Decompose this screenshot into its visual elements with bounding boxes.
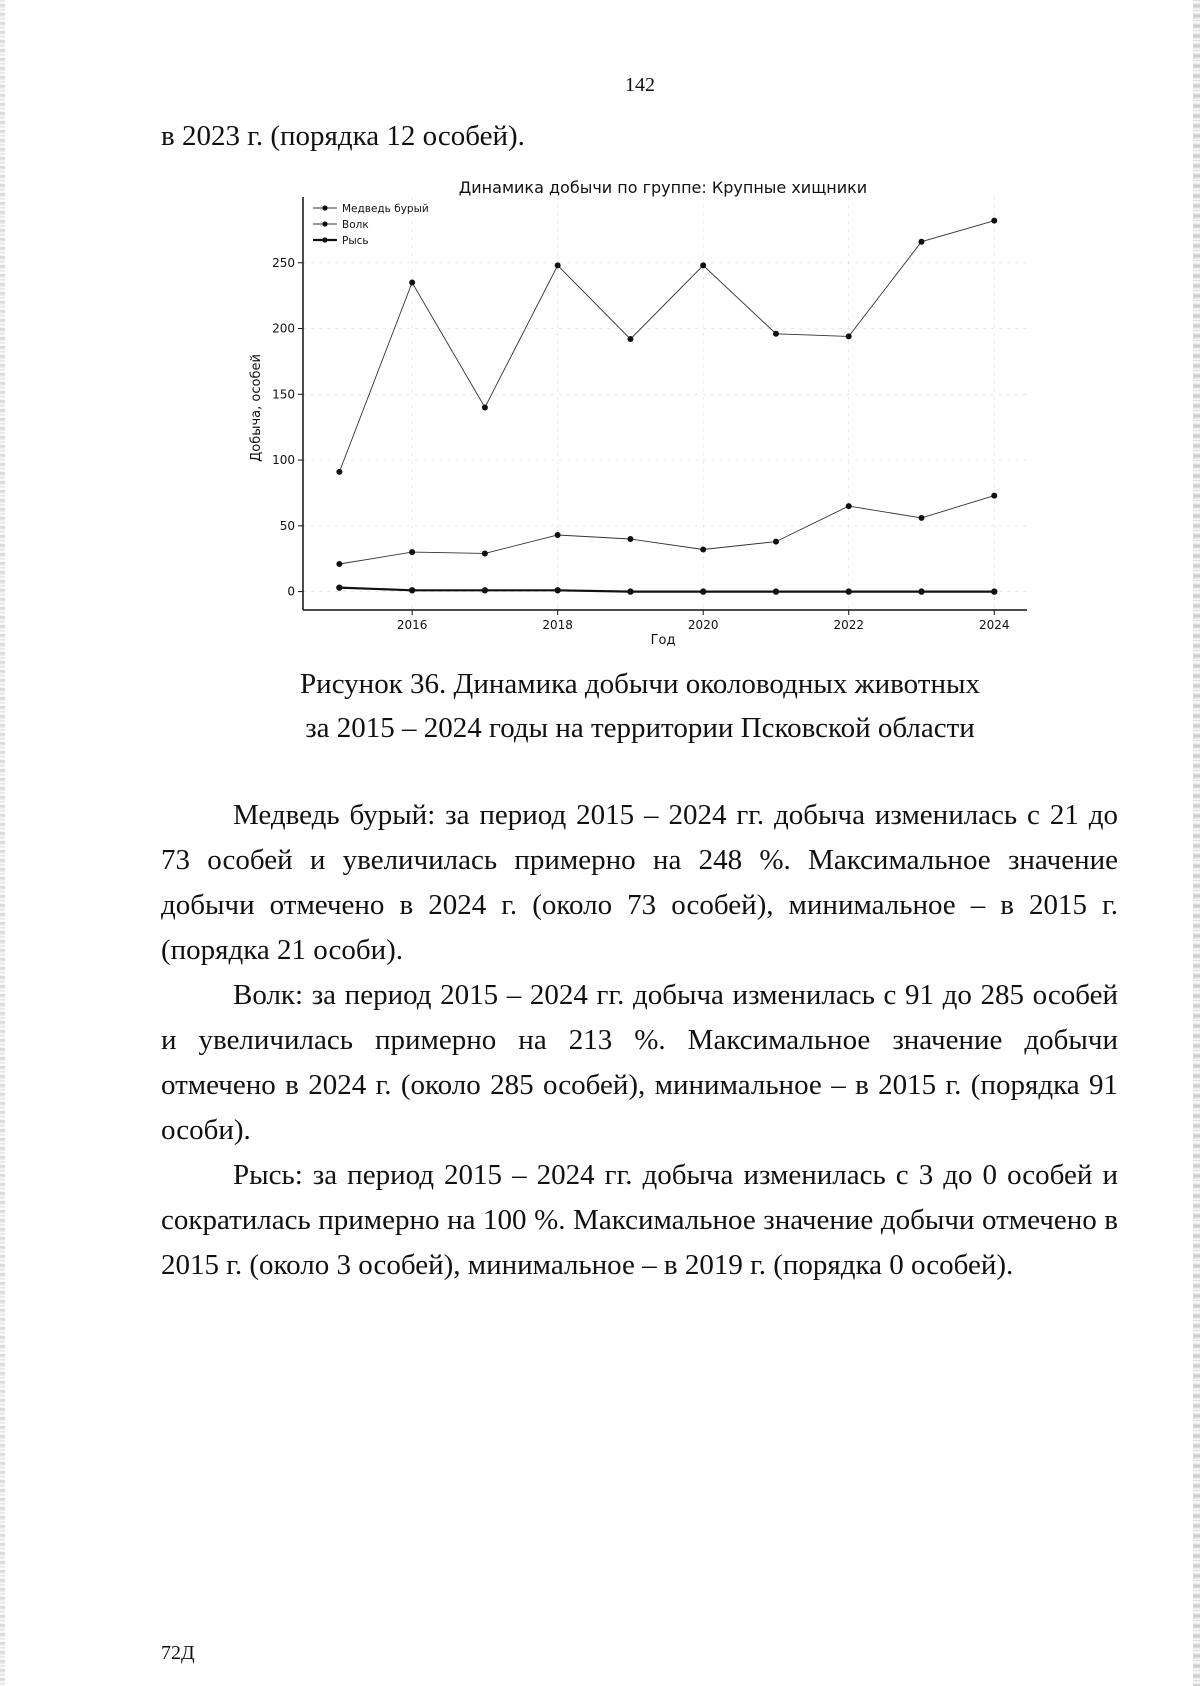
data-point-wolf — [482, 550, 488, 556]
data-point-lynx — [336, 584, 342, 590]
series-line-wolf — [339, 496, 994, 564]
x-tick-label: 2016 — [396, 618, 428, 632]
chart-series — [336, 218, 997, 595]
legend-marker-brown-bear — [322, 205, 327, 210]
data-point-lynx — [627, 588, 633, 594]
data-point-lynx — [409, 587, 415, 593]
chart-title: Динамика добычи по группе: Крупные хищники — [458, 178, 868, 197]
data-point-wolf — [991, 493, 997, 499]
x-tick-label: 2020 — [687, 618, 719, 632]
y-tick-label: 200 — [272, 321, 295, 336]
data-point-brown-bear — [918, 239, 924, 245]
data-point-wolf — [918, 515, 924, 521]
data-point-lynx — [918, 588, 924, 594]
data-point-wolf — [555, 532, 561, 538]
y-tick-label: 0 — [287, 584, 295, 599]
x-tick-label: 2022 — [833, 618, 865, 632]
legend-label-lynx: Рысь — [342, 235, 369, 247]
data-point-lynx — [773, 588, 779, 594]
x-tick-label: 2024 — [978, 618, 1010, 632]
y-axis-label: Добыча, особей — [249, 354, 264, 462]
data-point-brown-bear — [336, 469, 342, 475]
paragraph-brown-bear: Медведь бурый: за период 2015 – 2024 гг. добыча изменилась с 21 до 73 особей и увеличилась примерно на 248 %. Максимальное значение добычи отмечено в 2024 г. (около 73 особей), минимальное – в 2015 г. (порядка 21 особи). — [161, 799, 1118, 966]
y-tick-label: 150 — [272, 387, 295, 402]
harvest-line-chart — [230, 170, 1050, 650]
paragraph-continuation: в 2023 г. (порядка 12 особей). — [161, 120, 525, 152]
data-point-wolf — [846, 503, 852, 509]
data-point-brown-bear — [846, 333, 852, 339]
data-point-wolf — [409, 549, 415, 555]
scan-edge-right — [1193, 0, 1200, 1686]
data-point-brown-bear — [555, 262, 561, 268]
paragraph-lynx: Рысь: за период 2015 – 2024 гг. добыча изменилась с 3 до 0 особей и сократилась примерно на 100 %. Максимальное значение добычи отмечено в 2015 г. (около 3 особей), минимальное – в 2019 г. (порядка 0 особей). — [161, 1159, 1118, 1281]
chart-grid — [303, 197, 1027, 610]
data-point-lynx — [846, 588, 852, 594]
y-tick-label: 250 — [272, 255, 295, 270]
series-brown-bear — [336, 218, 997, 475]
footer-code: 72Д — [161, 1642, 195, 1664]
body-text — [161, 793, 1118, 1288]
axis-ticks — [272, 256, 1009, 632]
series-line-brown-bear — [339, 221, 994, 472]
data-point-brown-bear — [627, 336, 633, 342]
data-point-wolf — [773, 539, 779, 545]
legend-label-wolf: Волк — [342, 219, 369, 231]
data-point-lynx — [991, 588, 997, 594]
paragraph-wolf: Волк: за период 2015 – 2024 гг. добыча изменилась с 91 до 285 особей и увеличилась примерно на 213 %. Максимальное значение добычи отмечено в 2024 г. (около 285 особей), минимальное – в 2015 г. (порядка 91 особи). — [161, 979, 1118, 1146]
page-number: 142 — [625, 74, 655, 96]
data-point-brown-bear — [991, 218, 997, 224]
data-point-lynx — [482, 587, 488, 593]
legend-marker-lynx — [322, 237, 327, 242]
x-axis-label: Год — [650, 633, 676, 648]
legend-marker-wolf — [322, 221, 327, 226]
figure-caption — [160, 662, 1120, 750]
series-wolf — [336, 493, 997, 567]
data-point-wolf — [627, 536, 633, 542]
chart-legend — [313, 203, 429, 247]
data-point-lynx — [700, 588, 706, 594]
data-point-brown-bear — [482, 404, 488, 410]
data-point-wolf — [700, 546, 706, 552]
y-tick-label: 50 — [279, 518, 295, 533]
series-lynx — [336, 584, 997, 594]
legend-label-brown-bear: Медведь бурый — [342, 203, 429, 215]
scan-edge-left — [0, 0, 5, 1686]
data-point-brown-bear — [773, 331, 779, 337]
series-line-lynx — [339, 588, 994, 592]
caption-line-1: Рисунок 36. Динамика добычи околоводных животных — [300, 668, 980, 700]
caption-line-2: за 2015 – 2024 годы на территории Псковской области — [305, 712, 975, 744]
data-point-wolf — [336, 561, 342, 567]
x-tick-label: 2018 — [542, 618, 573, 632]
data-point-brown-bear — [409, 279, 415, 285]
data-point-lynx — [554, 587, 560, 593]
y-tick-label: 100 — [272, 453, 295, 468]
data-point-brown-bear — [700, 262, 706, 268]
